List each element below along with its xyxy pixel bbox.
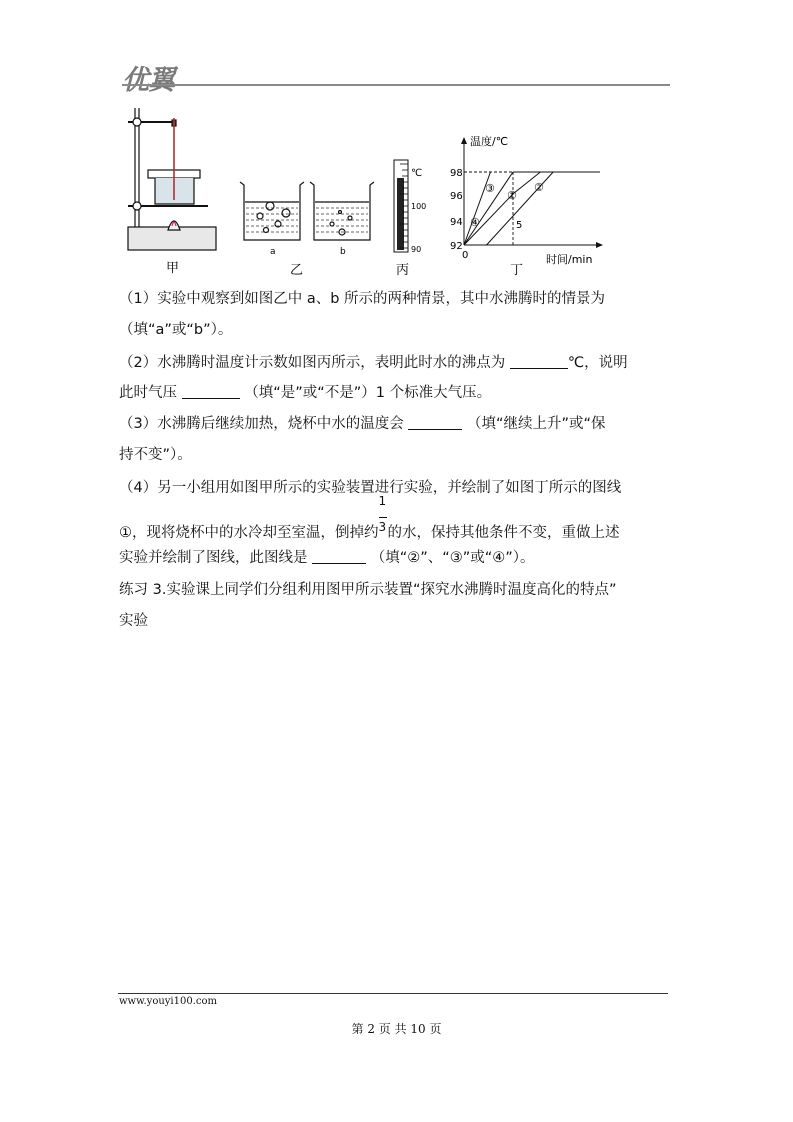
q3-temperature-blank[interactable] xyxy=(408,415,462,430)
header-divider xyxy=(122,84,670,86)
footer-divider xyxy=(118,993,668,994)
graph-ytick-94: 94 xyxy=(450,217,463,228)
graph-ylabel: 温度/℃ xyxy=(470,135,509,148)
thermometer-bing xyxy=(394,160,408,252)
thermometer-mark-90: 90 xyxy=(411,245,422,254)
q1-line1: （1）实验中观察到如图乙中 a、b 所示的两种情景，其中水沸腾时的情景为 xyxy=(119,291,606,307)
graph-line-label-1: ① xyxy=(507,189,517,202)
apparatus-jia xyxy=(128,108,216,250)
series-line-3 xyxy=(464,172,540,245)
graph-xtick-5: 5 xyxy=(516,220,523,231)
graph-origin: 0 xyxy=(462,250,469,261)
graph-ytick-92: 92 xyxy=(450,241,463,252)
graph-ding xyxy=(461,137,603,248)
fraction-one-third xyxy=(378,494,388,537)
graph-line-label-3: ③ xyxy=(485,182,495,195)
q1-line2: （填“a”或“b”）。 xyxy=(119,322,233,338)
q4-text-d: （填“②”、“③”或“④”）。 xyxy=(370,550,535,566)
graph-line-label-4: ④ xyxy=(470,216,480,229)
q3-line2: 持不变”）。 xyxy=(119,447,192,463)
beaker-a-label: a xyxy=(270,247,276,257)
q2-text-c: 此时气压 xyxy=(119,385,177,401)
q2-line2 xyxy=(119,383,679,403)
beaker-b-label: b xyxy=(340,247,346,257)
thermometer-mark-100: 100 xyxy=(411,202,427,211)
q2-boiling-point-blank[interactable] xyxy=(510,354,568,369)
beaker-a xyxy=(240,182,304,240)
q4-text-c: 实验并绘制了图线，此图线是 xyxy=(119,550,308,566)
graph-line-label-2: ② xyxy=(534,181,544,194)
page-number: 第 2 页 共 10 页 xyxy=(351,1022,442,1036)
q4-graph-line-blank[interactable] xyxy=(312,549,366,564)
caption-jia: 甲 xyxy=(166,261,180,276)
q4-line3 xyxy=(119,548,679,568)
exercise3-line1: 练习 3.实验课上同学们分组利用图甲所示装置“探究水沸腾时温度高化的特点” xyxy=(119,582,617,598)
q2-text-a: （2）水沸腾时温度计示数如图丙所示，表明此时水的沸点为 xyxy=(119,355,506,371)
caption-bing: 丙 xyxy=(396,263,410,278)
logo: 优翼 xyxy=(122,65,174,96)
q3-line1 xyxy=(119,414,679,434)
thermometer-unit: ℃ xyxy=(411,168,423,179)
q4-text-a: ①，现将烧杯中的水冷却至室温，倒掉约 xyxy=(119,525,379,541)
figure-panel xyxy=(118,100,608,280)
exercise3-line2: 实验 xyxy=(119,613,148,629)
q4-line1: （4）另一小组用如图甲所示的实验装置进行实验，并绘制了如图丁所示的图线 xyxy=(119,480,622,496)
caption-ding: 丁 xyxy=(510,263,524,278)
q3-text-b: （填“继续上升”或“保 xyxy=(466,416,606,432)
fraction-numerator: 1 xyxy=(378,494,387,508)
q2-text-d: （填“是”或“不是”）1 个标准大气压。 xyxy=(244,385,492,401)
fraction-denominator: 3 xyxy=(378,520,387,534)
q2-text-b: ℃，说明 xyxy=(567,355,628,371)
q2-pressure-blank[interactable] xyxy=(182,384,240,399)
graph-ytick-98: 98 xyxy=(450,168,463,179)
q4-line2 xyxy=(119,494,679,543)
graph-ytick-96: 96 xyxy=(450,191,463,202)
beaker-b xyxy=(310,182,374,240)
caption-yi: 乙 xyxy=(290,263,304,278)
q3-text-a: （3）水沸腾后继续加热，烧杯中水的温度会 xyxy=(119,416,404,432)
q4-text-b: 的水，保持其他条件不变，重做上述 xyxy=(387,525,620,541)
footer-url[interactable]: www.youyi100.com xyxy=(119,996,217,1007)
graph-xlabel: 时间/min xyxy=(546,253,593,266)
q2-line1 xyxy=(119,353,679,373)
